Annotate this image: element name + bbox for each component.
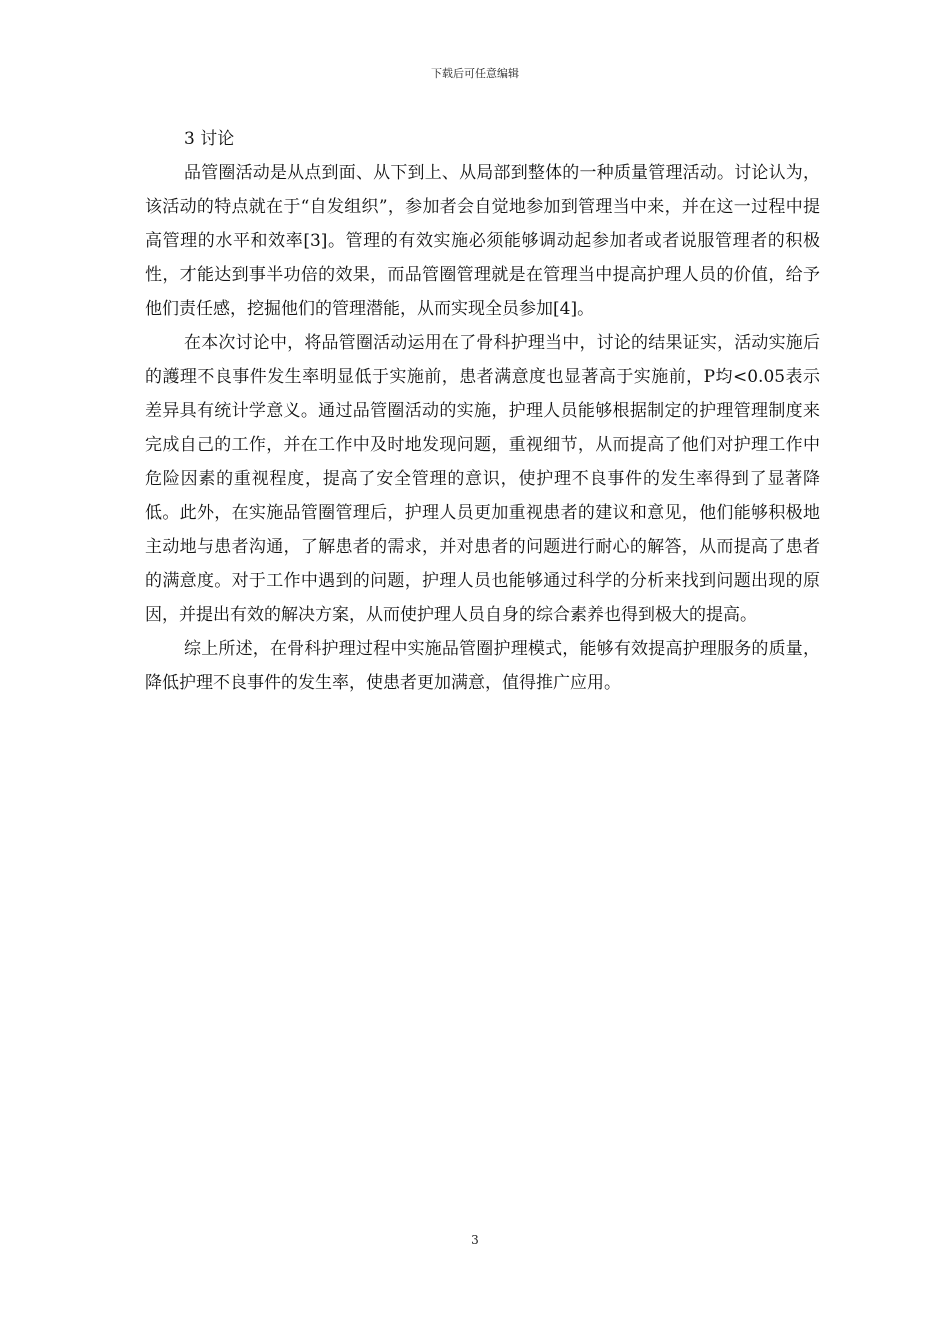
page-header: 下载后可任意编辑 [431, 67, 519, 80]
document-body [145, 122, 820, 700]
section-heading: 3 讨论 [184, 129, 235, 149]
page-number: 3 [471, 1233, 479, 1247]
paragraph-intro: 品管圈活动是从点到面、从下到上、从局部到整体的一种质量管理活动。讨论认为，该活动的特点就在于“自发组织”，参加者会自觉地参加到管理当中来，并在这一过程中提高管理的水平和效率[3]。管理的有效实施必须能够调动起参加者或者说服管理者的积极性，才能达到事半功倍的效果，而品管圈管理就是在管理当中提高护理人员的价值，给予他们责任感，挖掘他们的管理潜能，从而实现全员参加[4]。 [145, 163, 820, 319]
paragraph-discussion: 在本次讨论中，将品管圈活动运用在了骨科护理当中，讨论的结果证实，活动实施后的護理不良事件发生率明显低于实施前，患者满意度也显著高于实施前，P均<0.05表示差异具有统计学意义。通过品管圈活动的实施，护理人员能够根据制定的护理管理制度来完成自己的工作，并在工作中及时地发现问题，重视细节，从而提高了他们对护理工作中危险因素的重视程度，提高了安全管理的意识，使护理不良事件的发生率得到了显著降低。此外，在实施品管圈管理后，护理人员更加重视患者的建议和意见，他们能够积极地主动地与患者沟通，了解患者的需求，并对患者的问题进行耐心的解答，从而提高了患者的满意度。对于工作中遇到的问题，护理人员也能够通过科学的分析来找到问题出现的原因，并提出有效的解决方案，从而使护理人员自身的综合素养也得到极大的提高。 [145, 333, 820, 625]
paragraph-conclusion: 综上所述，在骨科护理过程中实施品管圈护理模式，能够有效提高护理服务的质量，降低护理不良事件的发生率，使患者更加满意，值得推广应用。 [145, 639, 820, 693]
